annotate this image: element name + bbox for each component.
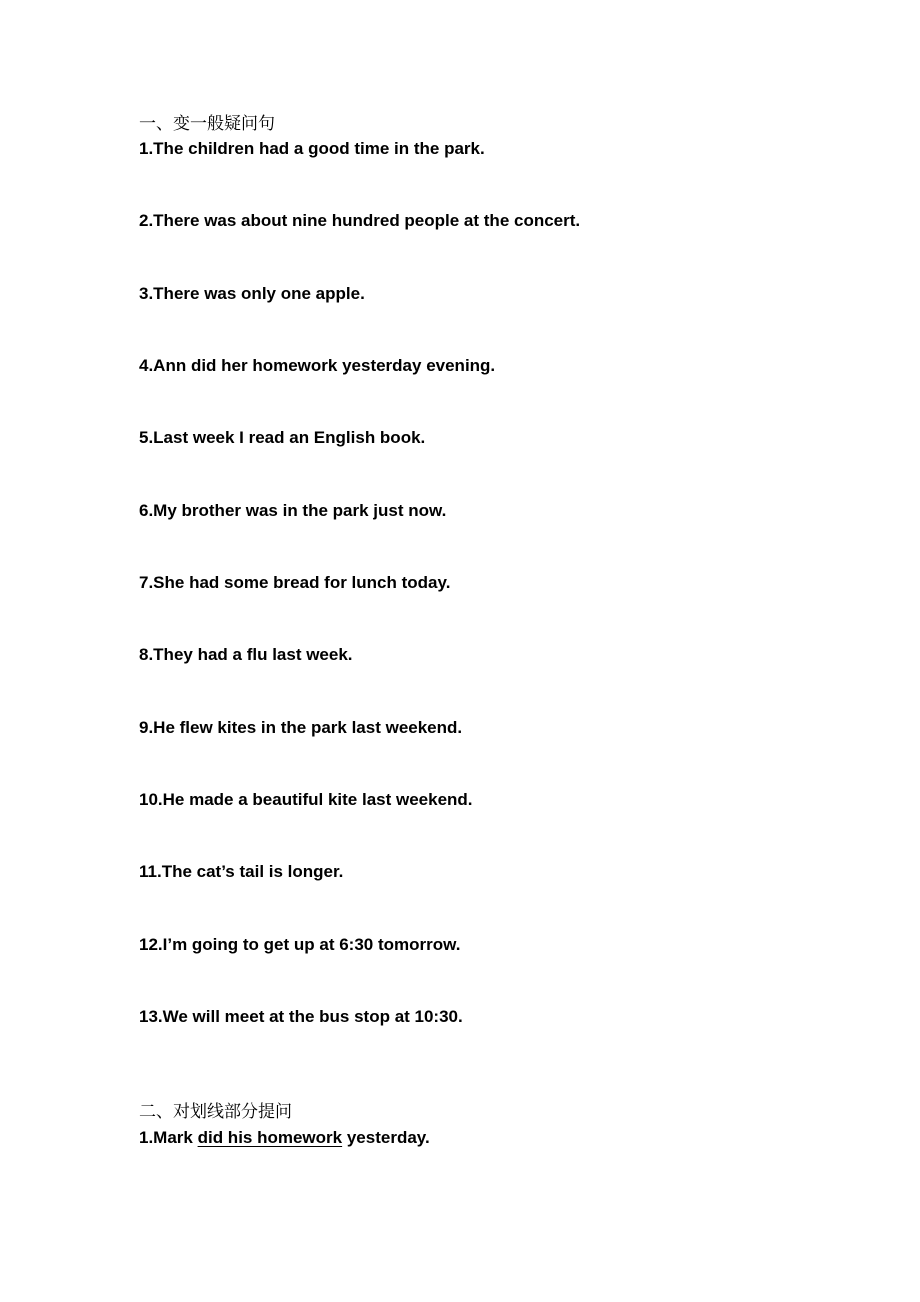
section-heading-underlined-questions: 二、对划线部分提问: [139, 1102, 292, 1122]
sentence-3: 3.There was only one apple.: [139, 284, 365, 303]
sentence-9: 9.He flew kites in the park last weekend.: [139, 718, 463, 737]
sentence-1: 1.The children had a good time in the park.: [139, 139, 485, 158]
underline-question-1-prefix: 1.Mark: [139, 1128, 198, 1147]
sentence-2: 2.There was about nine hundred people at the concert.: [139, 211, 581, 230]
sentence-8: 8.They had a flu last week.: [139, 645, 353, 664]
sentence-10: 10.He made a beautiful kite last weekend.: [139, 790, 473, 809]
sentence-7: 7.She had some bread for lunch today.: [139, 573, 451, 592]
section-heading-general-questions: 一、变一般疑问句: [139, 114, 275, 134]
underline-question-1-underlined-part: did his homework: [197, 1128, 343, 1147]
underline-question-1-suffix: yesterday.: [342, 1128, 430, 1147]
sentence-4: 4.Ann did her homework yesterday evening.: [139, 356, 496, 375]
sentence-12: 12.I’m going to get up at 6:30 tomorrow.: [139, 935, 461, 954]
underline-question-1: [139, 1128, 430, 1148]
sentence-13: 13.We will meet at the bus stop at 10:30.: [139, 1007, 463, 1026]
sentence-5: 5.Last week I read an English book.: [139, 428, 426, 447]
sentence-11: 11.The cat’s tail is longer.: [139, 862, 344, 881]
sentence-6: 6.My brother was in the park just now.: [139, 501, 447, 520]
